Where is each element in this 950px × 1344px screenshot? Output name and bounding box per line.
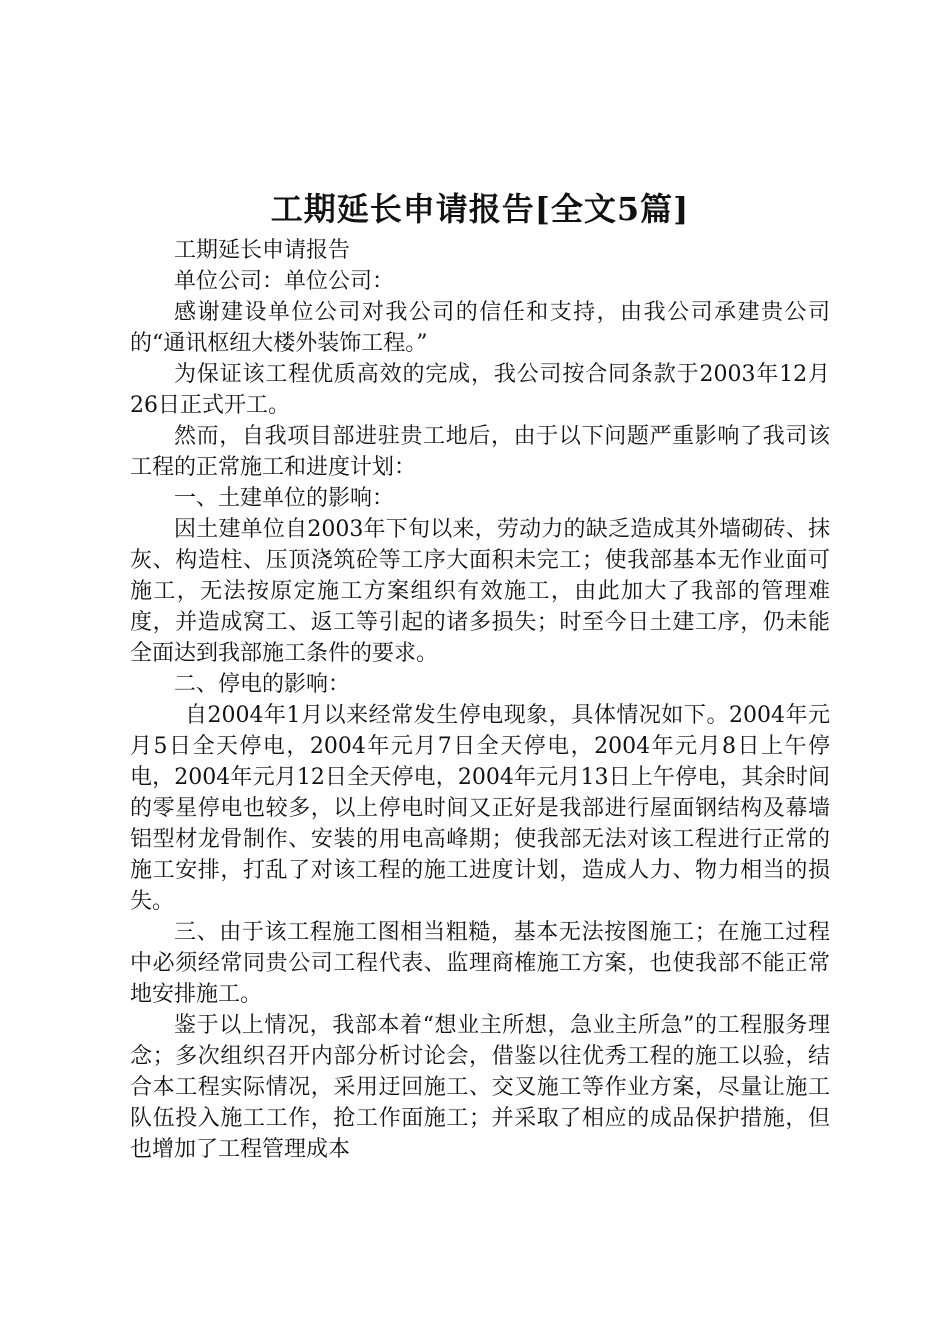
paragraph-salutation: 单位公司：单位公司：	[174, 269, 395, 294]
paragraph-thanks: 感谢建设单位公司对我公司的信任和支持，由我公司承建贵公司的“通讯枢纽大楼外装饰工程。”	[130, 300, 830, 356]
document-title: 工期延长申请报告[全文5篇]	[270, 190, 690, 228]
section-heading-civil: 一、土建单位的影响：	[174, 486, 395, 511]
document-page	[130, 185, 830, 1165]
paragraph-problems-intro: 然而，自我项目部进驻贵工地后，由于以下问题严重影响了我司该工程的正常施工和进度计划：	[130, 424, 830, 480]
paragraph-drawings-impact: 三、由于该工程施工图相当粗糙，基本无法按图施工；在施工过程中必须经常同贵公司工程代表、监理商榷施工方案，也使我部不能正常地安排施工。	[130, 920, 830, 1007]
paragraph-measures: 鉴于以上情况，我部本着“想业主所想，急业主所急”的工程服务理念；多次组织召开内部分析讨论会，借鉴以往优秀工程的施工以验，结合本工程实际情况，采用迂回施工、交叉施工等作业方案，尽量让施工队伍投入施工工作，抢工作面施工；并采取了相应的成品保护措施，但也增加了工程管理成本	[130, 1013, 830, 1162]
paragraph-power-impact: 自2004年1月以来经常发生停电现象，具体情况如下。2004年元月5日全天停电，2004年元月7日全天停电，2004年元月8日上午停电，2004年元月12日全天停电，2004年元月13日上午停电，其余时间的零星停电也较多，以上停电时间又正好是我部进行屋面钢结构及幕墙铝型材龙骨制作、安装的用电高峰期；使我部无法对该工程进行正常的施工安排，打乱了对该工程的施工进度计划，造成人力、物力相当的损失。	[130, 703, 830, 914]
paragraph-civil-impact: 因土建单位自2003年下旬以来，劳动力的缺乏造成其外墙砌砖、抹灰、构造柱、压顶浇筑砼等工序大面积未完工；使我部基本无作业面可施工，无法按原定施工方案组织有效施工，由此加大了我部的管理难度，并造成窝工、返工等引起的诸多损失；时至今日土建工序，仍未能全面达到我部施工条件的要求。	[130, 517, 830, 666]
paragraph-start-date: 为保证该工程优质高效的完成，我公司按合同条款于2003年12月26日正式开工。	[130, 362, 830, 418]
paragraph-heading: 工期延长申请报告	[174, 238, 351, 263]
section-heading-power: 二、停电的影响：	[174, 672, 351, 697]
